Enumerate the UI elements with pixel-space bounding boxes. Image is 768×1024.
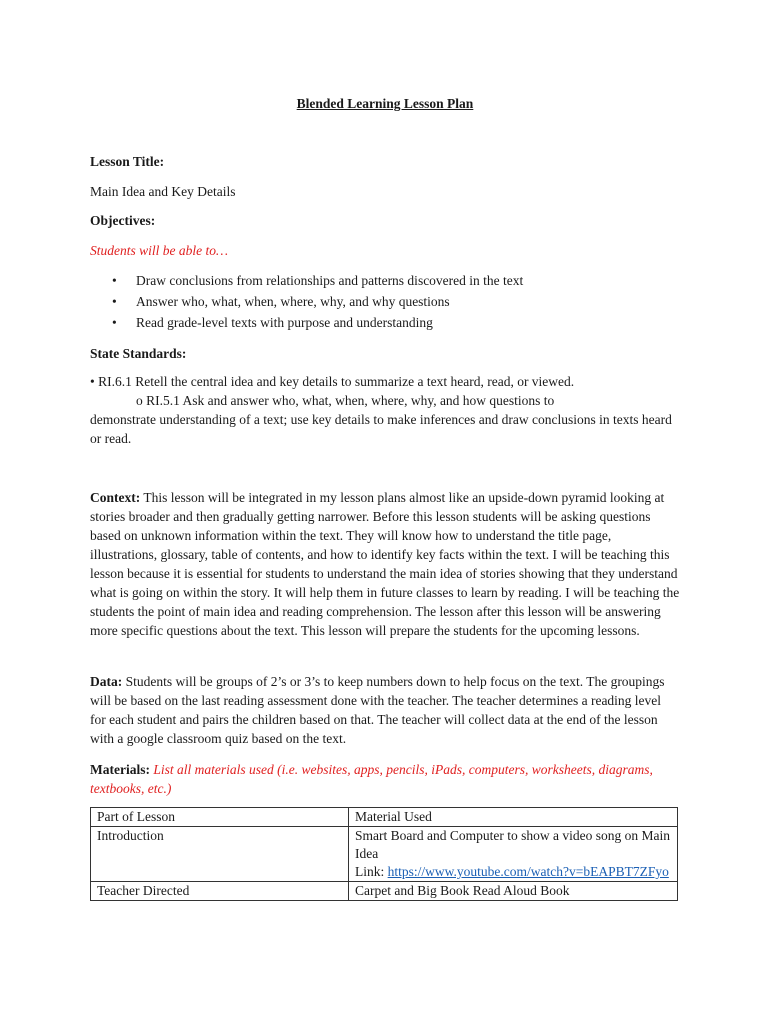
list-item: • Draw conclusions from relationships and patterns discovered in the text (90, 271, 680, 292)
table-cell: Introduction (91, 827, 349, 882)
lesson-title-value: Main Idea and Key Details (90, 184, 236, 199)
table-cell: Teacher Directed (91, 882, 349, 901)
standards-label: State Standards: (90, 346, 187, 361)
list-item: • Read grade-level texts with purpose and understanding (90, 313, 680, 334)
table-cell: Carpet and Big Book Read Aloud Book (349, 882, 678, 901)
materials-section (90, 760, 680, 798)
table-header-row (91, 808, 678, 827)
context-label: Context: (90, 490, 141, 505)
material-description: Smart Board and Computer to show a video song on Main Idea (355, 828, 670, 861)
table-header-cell: Part of Lesson (91, 808, 349, 827)
standard-ri-6-1: • RI.6.1 Retell the central idea and key details to summarize a text heard, read, or viewed. (90, 374, 575, 389)
materials-hint: List all materials used (i.e. websites, apps, pencils, iPads, computers, worksheets, diagrams, textbooks, etc.) (90, 762, 653, 796)
youtube-link[interactable]: https://www.youtube.com/watch?v=bEAPBT7ZFyo (387, 864, 669, 879)
link-label: Link: (355, 864, 385, 879)
context-text: This lesson will be integrated in my lesson plans almost like an upside-down pyramid looking at stories broader and then gradually getting narrower. Before this lesson students will be asking questions based on unknown information within the text. They will know how to understand the title page, illustrations, glossary, table of contents, and how to identify key facts within the text. I will be teaching this lesson because it is essential for students to understand the main idea of stories showing that they understand what is going on within the story. It will help them in future classes to learn by reading. I will be teaching the students the point of main idea and reading comprehension. The lesson after this lesson will be answering more specific questions about the text. This lesson will prepare the students for the upcoming lessons. (90, 490, 680, 638)
table-row (91, 882, 678, 901)
material-link-line (355, 863, 671, 881)
objectives-label: Objectives: (90, 213, 156, 228)
objectives-list (90, 271, 680, 334)
data-text: Students will be groups of 2’s or 3’s to keep numbers down to help focus on the text. The groupings will be based on the last reading assessment done with the teacher. The teacher determines a reading level for each student and pairs the children based on that. The teacher will collect data at the end of the lesson with a google classroom quiz based on the text. (90, 674, 665, 746)
standard-ri-5-1-rest: demonstrate understanding of a text; use key details to make inferences and draw conclusions in texts heard or read. (90, 412, 672, 446)
table-header-cell: Material Used (349, 808, 678, 827)
materials-label: Materials: (90, 762, 150, 777)
context-section (90, 488, 680, 640)
table-row (91, 827, 678, 882)
list-item: • Answer who, what, when, where, why, and why questions (90, 292, 680, 313)
materials-table (90, 807, 678, 901)
data-section (90, 672, 680, 748)
document-title: Blended Learning Lesson Plan (296, 96, 474, 111)
table-cell (349, 827, 678, 882)
standard-ri-5-1-first-line: o RI.5.1 Ask and answer who, what, when, where, why, and how questions to (136, 393, 555, 408)
objectives-intro: Students will be able to… (90, 243, 228, 258)
data-label: Data: (90, 674, 123, 689)
lesson-title-label: Lesson Title: (90, 154, 165, 169)
